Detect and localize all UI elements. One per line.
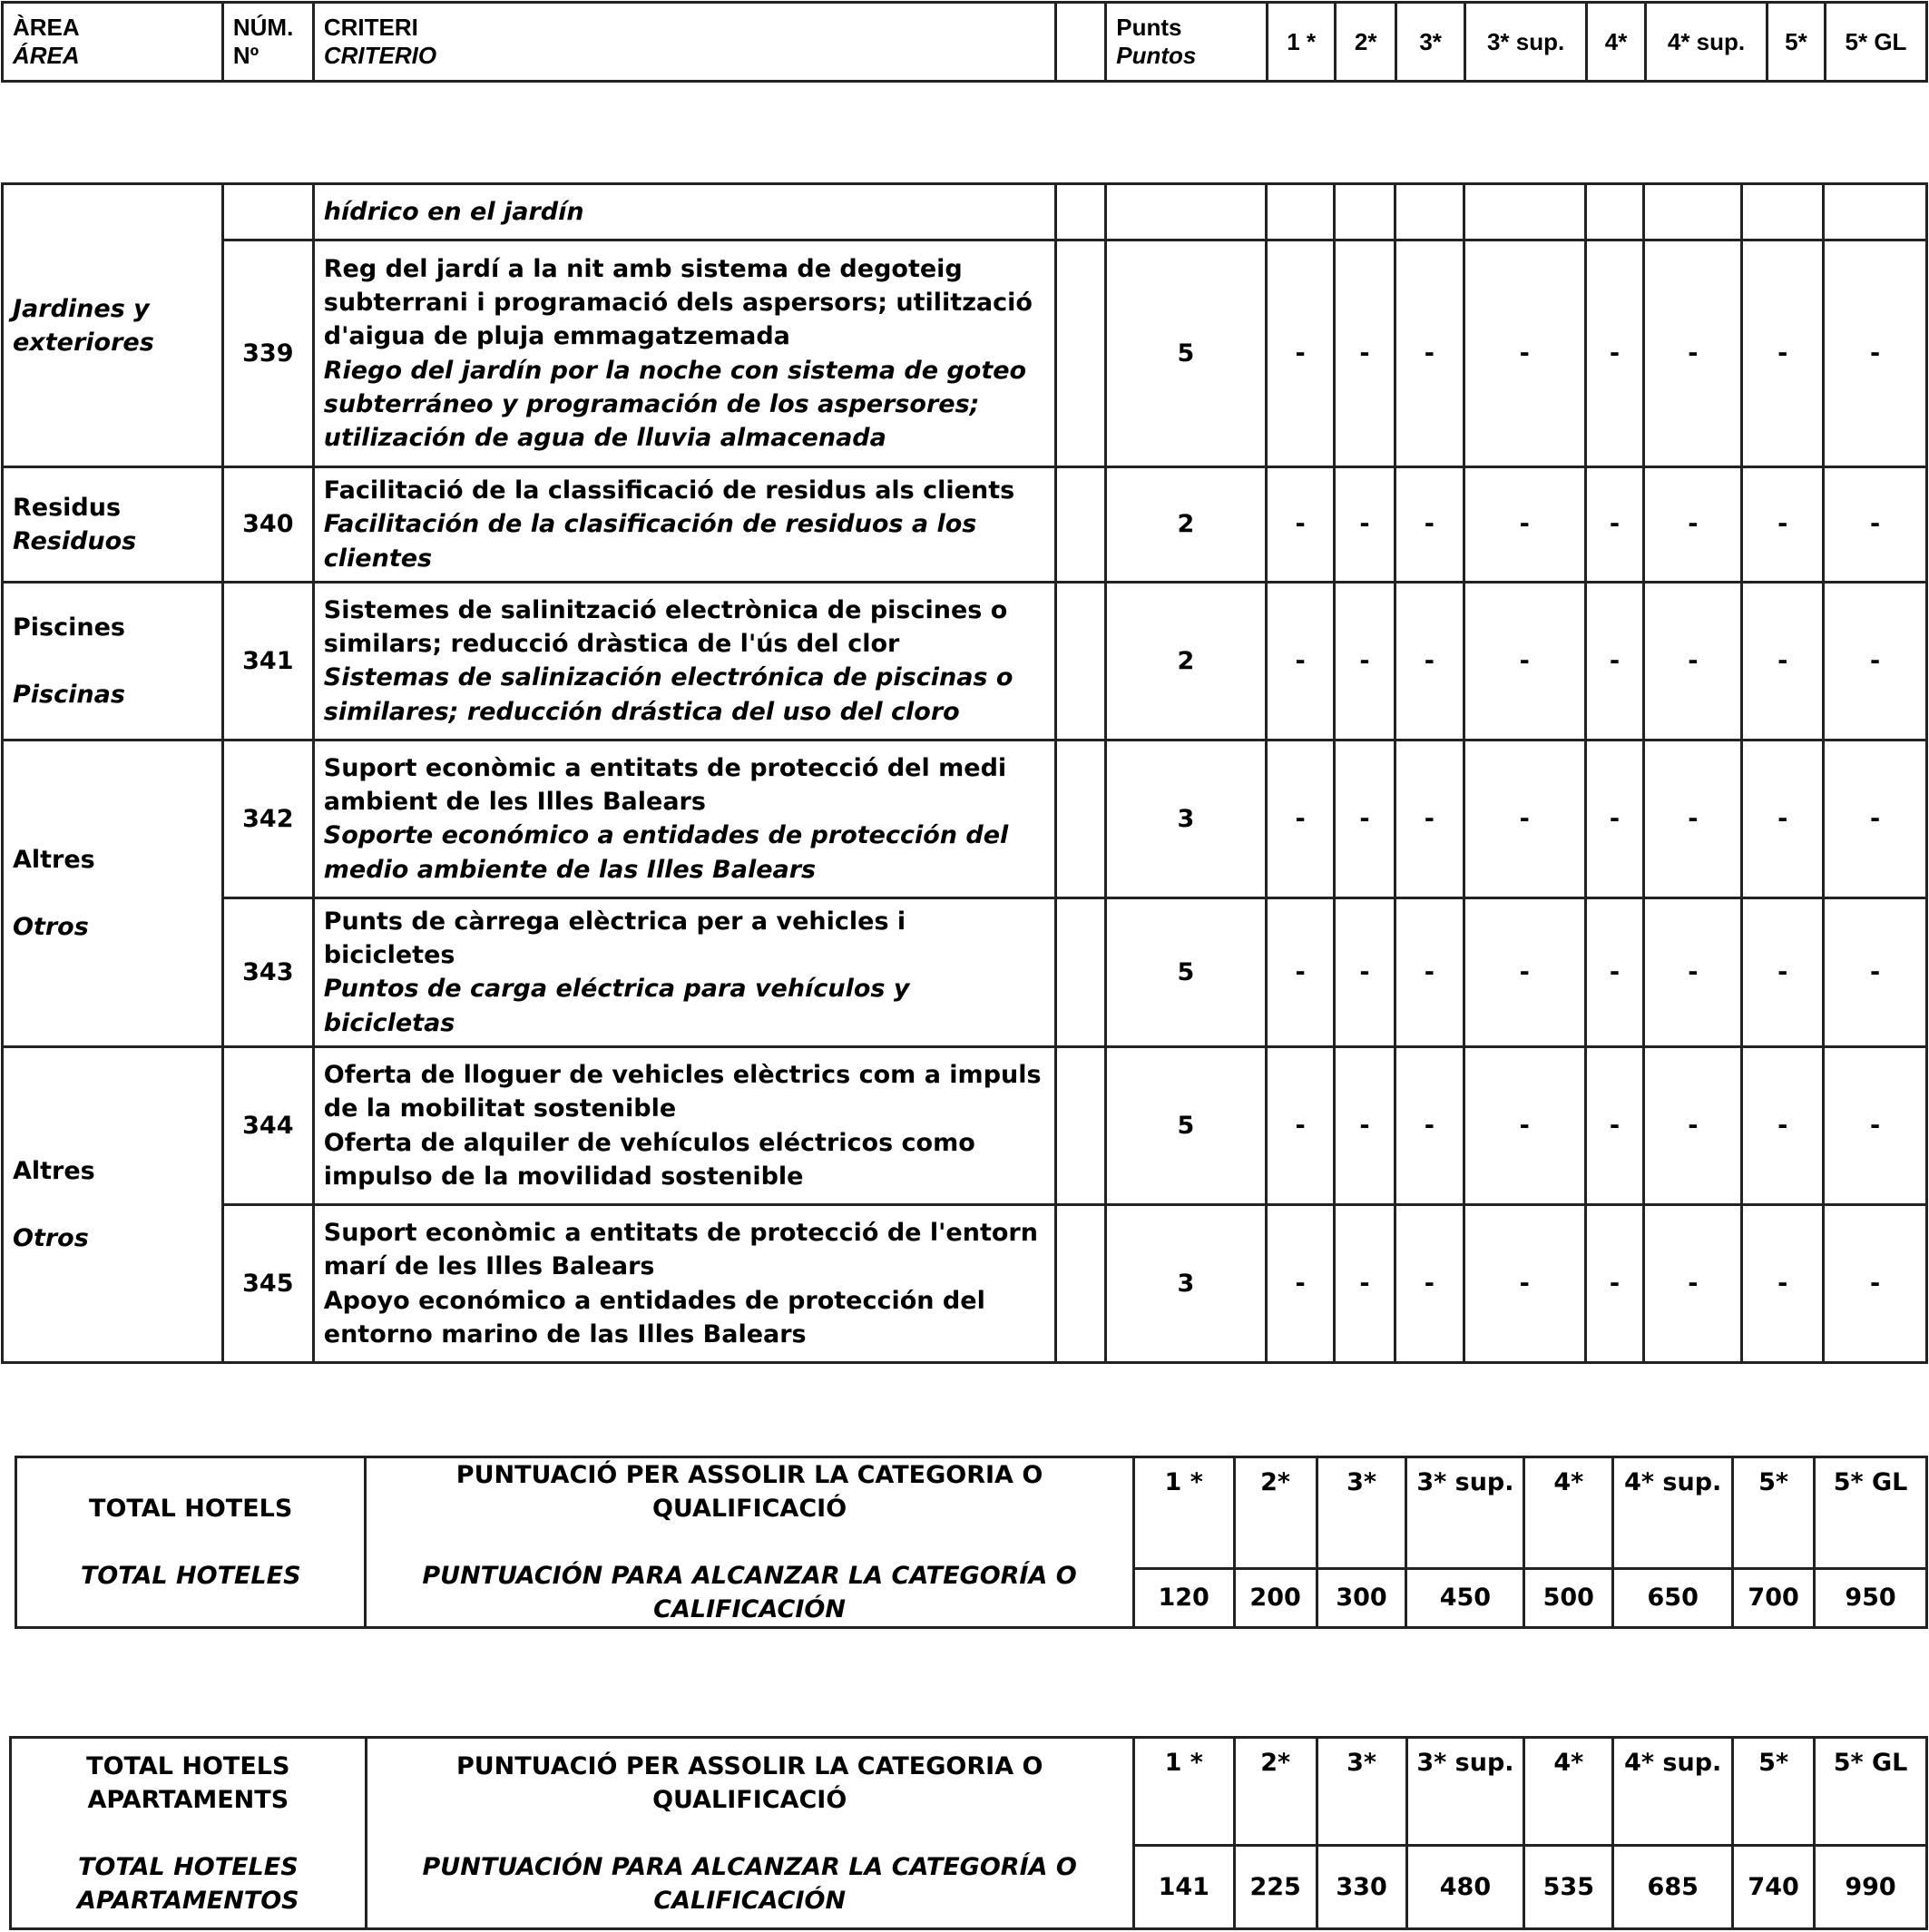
criterion-es: Apoyo económico a entidades de protección del entorno marino de las Illes Balears [323, 1286, 985, 1348]
header-cat-5: 5* [1767, 3, 1825, 82]
header-num [222, 3, 313, 82]
criterion-ca: Sistemes de salinització electrònica de piscines o similars; reducció dràstica de l'ús del clor [323, 595, 1008, 659]
cat-cell: - [1464, 240, 1585, 467]
cat-cell: - [1742, 740, 1824, 897]
totals-cat-4: 4* [1524, 1457, 1613, 1569]
header-cat-5gl: 5* GL [1825, 3, 1926, 82]
totals-cat-4: 4* [1524, 1738, 1613, 1846]
cat-cell: - [1742, 1205, 1824, 1363]
area-spacer [13, 1188, 212, 1221]
header-cat-1: 1 * [1268, 3, 1336, 82]
cat-cell: - [1335, 1205, 1395, 1363]
criterion-ca: Facilitació de la classificació de residus als clients [323, 476, 1015, 505]
cat-cell: - [1585, 1047, 1644, 1205]
area-altres-2 [3, 1047, 223, 1363]
cat-cell: - [1644, 240, 1742, 467]
totals-label-es-1: TOTAL HOTELES [77, 1852, 299, 1881]
criterion-ca: Punts de càrrega elèctrica per a vehicles i bicicletes [323, 907, 906, 970]
points: 5 [1105, 240, 1267, 467]
cat-cell: - [1742, 897, 1824, 1046]
points: 5 [1105, 1047, 1267, 1205]
totals-value: 500 [1524, 1568, 1613, 1627]
header-punts [1106, 3, 1268, 82]
totals-label [11, 1738, 367, 1929]
cat-cell: - [1824, 582, 1927, 740]
area-residus [3, 467, 223, 583]
blank-cell [1055, 897, 1105, 1046]
label-spacer [23, 1525, 358, 1559]
header-num-ca: NÚM. [232, 14, 294, 41]
cat-cell [1742, 184, 1824, 240]
area-piscines [3, 582, 223, 740]
cat-cell: - [1464, 897, 1585, 1046]
totals-description [366, 1457, 1133, 1628]
area-es: Otros [13, 1224, 89, 1253]
header-cat-3sup: 3* sup. [1465, 3, 1587, 82]
totals-label [16, 1457, 366, 1628]
totals-value: 330 [1317, 1845, 1406, 1928]
cat-cell: - [1464, 467, 1585, 583]
area-ca: Residus [13, 493, 122, 522]
points: 5 [1105, 897, 1267, 1046]
column-header-table [1, 1, 1928, 83]
points: 2 [1105, 582, 1267, 740]
cat-cell: - [1742, 240, 1824, 467]
criterion-es: Sistemas de salinización electrónica de piscinas o similares; reducción drástica del uso del cloro [323, 663, 1013, 726]
cat-cell: - [1335, 897, 1395, 1046]
header-crit-ca: CRITERI [323, 14, 418, 41]
points [1105, 184, 1267, 240]
totals-cat-5: 5* [1733, 1457, 1815, 1569]
cat-cell: - [1267, 240, 1335, 467]
totals-desc-es: PUNTUACIÓN PARA ALCANZAR LA CATEGORÍA O CALIFICACIÓN [422, 1852, 1077, 1915]
cat-cell: - [1267, 1047, 1335, 1205]
totals-label-ca-2: APARTAMENTS [87, 1785, 289, 1814]
blank-cell [1055, 1205, 1105, 1363]
cat-cell: - [1267, 897, 1335, 1046]
cat-cell: - [1395, 467, 1464, 583]
criterion-es: Soporte económico a entidades de protección del medio ambiente de las Illes Balears [323, 821, 1009, 884]
header-punts-ca: Punts [1116, 14, 1182, 41]
criterion-es: Oferta de alquiler de vehículos eléctricos como impulso de la movilidad sostenible [323, 1128, 975, 1191]
criterion [313, 740, 1055, 897]
totals-value: 650 [1613, 1568, 1733, 1627]
totals-value: 685 [1613, 1845, 1733, 1928]
cat-cell: - [1644, 740, 1742, 897]
criterion [313, 240, 1055, 467]
cat-cell: - [1267, 582, 1335, 740]
cat-cell: - [1464, 1047, 1585, 1205]
cat-cell: - [1824, 1047, 1927, 1205]
totals-value: 450 [1406, 1568, 1524, 1627]
totals-cat-1: 1 * [1133, 1457, 1234, 1569]
row-num [222, 184, 313, 240]
cat-cell: - [1395, 897, 1464, 1046]
cat-cell [1267, 184, 1335, 240]
criterion-es: Riego del jardín por la noche con sistema de goteo subterráneo y programación de los aspersores; utilización de agua de lluvia almacenada [323, 356, 1027, 453]
totals-value: 700 [1733, 1568, 1815, 1627]
area-spacer [13, 877, 212, 910]
cat-cell: - [1267, 740, 1335, 897]
header-cat-4: 4* [1587, 3, 1646, 82]
desc-spacer [373, 1817, 1127, 1850]
area-es: Residuos [13, 526, 137, 555]
table-row [3, 1047, 1927, 1205]
area-jardines: Jardines y exteriores [3, 184, 223, 467]
totals-hotels-table [15, 1456, 1928, 1629]
area-es: Piscinas [13, 680, 125, 709]
table-row [3, 740, 1927, 897]
points: 2 [1105, 467, 1267, 583]
cat-cell: - [1824, 467, 1927, 583]
points: 3 [1105, 740, 1267, 897]
cat-cell: - [1644, 897, 1742, 1046]
totals-cat-4sup: 4* sup. [1613, 1738, 1733, 1846]
area-ca: Altres [13, 845, 95, 874]
header-punts-es: Puntos [1116, 42, 1197, 69]
cat-cell: - [1824, 740, 1927, 897]
totals-label-ca: TOTAL HOTELS [89, 1495, 293, 1523]
header-num-es: Nº [232, 42, 259, 69]
cat-cell: - [1395, 1047, 1464, 1205]
cat-cell: - [1464, 582, 1585, 740]
blank-cell [1055, 240, 1105, 467]
blank-cell [1055, 1047, 1105, 1205]
cat-cell: - [1585, 240, 1644, 467]
cat-cell: - [1267, 467, 1335, 583]
area-ca: Piscines [13, 613, 125, 642]
totals-cat-3: 3* [1317, 1738, 1406, 1846]
cat-cell: - [1824, 897, 1927, 1046]
cat-cell [1464, 184, 1585, 240]
cat-cell: - [1644, 1205, 1742, 1363]
totals-value: 950 [1815, 1568, 1927, 1627]
cat-cell [1335, 184, 1395, 240]
criterion-ca: Oferta de lloguer de vehicles elèctrics com a impuls de la mobilitat sostenible [323, 1060, 1042, 1123]
header-cat-2: 2* [1336, 3, 1396, 82]
table-row [3, 582, 1927, 740]
cat-cell: - [1267, 1205, 1335, 1363]
label-spacer [17, 1817, 359, 1850]
totals-value: 300 [1317, 1568, 1406, 1627]
criterion [313, 897, 1055, 1046]
criteria-table [1, 182, 1928, 1364]
header-criteri [313, 3, 1055, 82]
table-row [3, 1205, 1927, 1363]
cat-cell: - [1644, 582, 1742, 740]
criterion [313, 582, 1055, 740]
row-num: 342 [222, 740, 313, 897]
cat-cell: - [1335, 740, 1395, 897]
totals-apartments-table [9, 1736, 1928, 1930]
row-num: 339 [222, 240, 313, 467]
criterion [313, 467, 1055, 583]
totals-cat-1: 1 * [1133, 1738, 1234, 1846]
row-num: 343 [222, 897, 313, 1046]
criterion-es: Facilitación de la clasificación de residuos a los clientes [323, 510, 977, 573]
criterion-ca: Reg del jardí a la nit amb sistema de degoteig subterrani i programació dels aspersors; utilització d'aigua de pluja emmagatzemada [323, 254, 1033, 351]
totals-cat-3sup: 3* sup. [1406, 1457, 1524, 1569]
cat-cell: - [1585, 897, 1644, 1046]
area-altres [3, 740, 223, 1046]
criterion-ca: Suport econòmic a entitats de protecció del medi ambient de les Illes Balears [323, 753, 1007, 817]
header-cat-4sup: 4* sup. [1646, 3, 1767, 82]
blank-cell [1055, 740, 1105, 897]
header-area-es: ÁREA [13, 42, 80, 69]
blank-cell [1055, 582, 1105, 740]
totals-description [366, 1738, 1133, 1929]
cat-cell: - [1585, 582, 1644, 740]
totals-desc-ca: PUNTUACIÓ PER ASSOLIR LA CATEGORIA O QUALIFICACIÓ [455, 1751, 1043, 1814]
row-num: 341 [222, 582, 313, 740]
cat-cell: - [1824, 240, 1927, 467]
cat-cell [1644, 184, 1742, 240]
totals-value: 141 [1133, 1845, 1234, 1928]
totals-value: 480 [1406, 1845, 1524, 1928]
cat-cell: - [1395, 740, 1464, 897]
cat-cell: - [1335, 240, 1395, 467]
totals-cat-5: 5* [1733, 1738, 1815, 1846]
cat-cell: - [1395, 1205, 1464, 1363]
cat-cell [1585, 184, 1644, 240]
header-area-ca: ÀREA [13, 14, 80, 41]
header-crit-es: CRITERIO [323, 42, 437, 69]
criterion-es: Puntos de carga eléctrica para vehículos y bicicletas [323, 975, 910, 1037]
cat-cell: - [1742, 582, 1824, 740]
blank-cell [1055, 467, 1105, 583]
totals-value: 225 [1234, 1845, 1317, 1928]
table-row [3, 897, 1927, 1046]
cat-cell: - [1335, 1047, 1395, 1205]
table-row [3, 467, 1927, 583]
cat-cell: - [1464, 1205, 1585, 1363]
cat-cell: - [1585, 1205, 1644, 1363]
cat-cell: - [1395, 240, 1464, 467]
cat-cell: - [1585, 467, 1644, 583]
totals-cat-3: 3* [1317, 1457, 1406, 1569]
totals-value: 535 [1524, 1845, 1613, 1928]
cat-cell: - [1644, 467, 1742, 583]
criterion-ca: Suport econòmic a entitats de protecció de l'entorn marí de les Illes Balears [323, 1218, 1038, 1281]
totals-label-es-2: APARTAMENTOS [76, 1886, 299, 1915]
totals-desc-ca: PUNTUACIÓ PER ASSOLIR LA CATEGORIA O QUALIFICACIÓ [455, 1461, 1043, 1523]
totals-cat-2: 2* [1234, 1457, 1317, 1569]
cat-cell: - [1335, 467, 1395, 583]
totals-value: 120 [1133, 1568, 1234, 1627]
row-num: 340 [222, 467, 313, 583]
area-ca: Altres [13, 1156, 95, 1185]
row-num: 345 [222, 1205, 313, 1363]
blank-cell [1055, 184, 1105, 240]
table-row [3, 240, 1927, 467]
cat-cell: - [1335, 582, 1395, 740]
totals-cat-3sup: 3* sup. [1406, 1738, 1524, 1846]
header-cat-3: 3* [1396, 3, 1465, 82]
cat-cell: - [1464, 740, 1585, 897]
criterion [313, 1047, 1055, 1205]
desc-spacer [372, 1525, 1126, 1559]
totals-value: 990 [1815, 1845, 1927, 1928]
totals-cat-2: 2* [1234, 1738, 1317, 1846]
cat-cell: - [1644, 1047, 1742, 1205]
header-area [3, 3, 223, 82]
cat-cell: - [1824, 1205, 1927, 1363]
table-row [3, 184, 1927, 240]
totals-cat-4sup: 4* sup. [1613, 1457, 1733, 1569]
area-es: Otros [13, 912, 89, 941]
totals-cat-5gl: 5* GL [1815, 1738, 1927, 1846]
row-num: 344 [222, 1047, 313, 1205]
criterion [313, 1205, 1055, 1363]
cat-cell [1824, 184, 1927, 240]
totals-value: 740 [1733, 1845, 1815, 1928]
criterion-es: hídrico en el jardín [313, 184, 1055, 240]
cat-cell [1395, 184, 1464, 240]
totals-desc-es: PUNTUACIÓN PARA ALCANZAR LA CATEGORÍA O CALIFICACIÓN [422, 1562, 1077, 1623]
totals-label-es: TOTAL HOTELES [80, 1562, 301, 1590]
totals-value: 200 [1234, 1568, 1317, 1627]
cat-cell: - [1742, 467, 1824, 583]
totals-label-ca-1: TOTAL HOTELS [86, 1751, 290, 1780]
header-blank [1056, 3, 1106, 82]
area-spacer [13, 644, 212, 678]
cat-cell: - [1742, 1047, 1824, 1205]
cat-cell: - [1585, 740, 1644, 897]
totals-cat-5gl: 5* GL [1815, 1457, 1927, 1569]
points: 3 [1105, 1205, 1267, 1363]
cat-cell: - [1395, 582, 1464, 740]
